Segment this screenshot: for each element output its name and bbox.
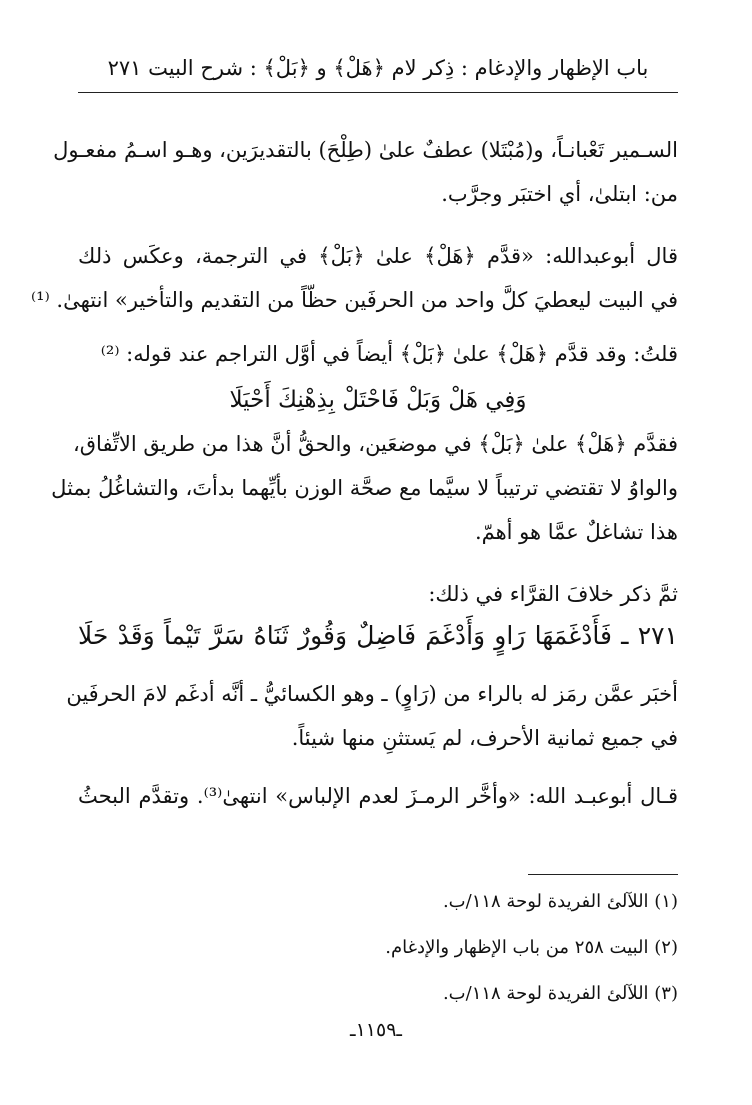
body-line-10: أخبَر عمَّن رمَز له بالراء من (رَاوٍ) ـ وهو الكسائيُّ ـ أنَّه أدغَم لامَ الحرفَين — [66, 682, 678, 706]
body-line-8: هذا تشاغلٌ عمَّا هو أهمّ. — [474, 520, 678, 544]
body-line-4: في البيت ليعطيَ كلَّ واحد من الحرفَين حظّاً من التقديم والتأخير» انتهىٰ. ⁽¹⁾ — [31, 288, 678, 312]
body-line-12: قـال أبوعبـد الله: «وأخَّر الرمـزَ لعدم الإلباس» انتهىٰ⁽³⁾. وتقدَّم البحثُ — [78, 784, 678, 808]
body-line-3: قال أبوعبدالله: «قدَّم ﴿هَلْ﴾ علىٰ ﴿بَلْ﴾ في الترجمة، وعكَس ذلك — [78, 244, 678, 268]
body-line-9: ثمَّ ذكر خلافَ القرَّاء في ذلك: — [428, 582, 678, 606]
page-number: ـ١١٥٩ـ — [350, 1019, 402, 1041]
body-line-6: فقدَّم ﴿هَلْ﴾ علىٰ ﴿بَلْ﴾ في موضعَين، والحقُّ أنَّ هذا من طريق الاتِّفاق، — [72, 432, 678, 456]
verse-271: ٢٧١ ـ فَأَدْغَمَهَا رَاوٍ وَأَدْغَمَ فَاضِلٌ وَقُورٌ ثَنَاهُ سَرَّ تَيْماً وَقَدْ حَلَا — [78, 621, 678, 650]
header-rule — [78, 92, 678, 93]
body-line-7: والواوُ لا تقتضي ترتيباً لا سيَّما مع صحَّة الوزن بأيِّهما بدأتَ، والتشاغُلُ بمثل — [51, 476, 678, 500]
body-line-1: السـمير تَعْبانـاً، و(مُبْتَلا) عطفٌ علىٰ (طِلْحَ) بالتقديرَين، وهـو اسـمُ مفعـول — [53, 138, 678, 162]
body-line-5: قلتُ: وقد قدَّم ﴿هَلْ﴾ علىٰ ﴿بَلْ﴾ أيضاً في أوَّل التراجم عند قوله: ⁽²⁾ — [100, 342, 678, 366]
footnote-2: (٢) البيت ٢٥٨ من باب الإظهار والإدغام. — [385, 937, 678, 958]
running-header: باب الإظهار والإدغام : ذِكر لام ﴿هَلْ﴾ و ﴿بَلْ﴾ : شرح البيت ٢٧١ — [107, 56, 649, 80]
body-line-2: من: ابتلىٰ، أي اختبَر وجرَّب. — [441, 182, 678, 206]
body-line-11: في جميع ثمانية الأحرف، لم يَستثنِ منها شيئاً. — [291, 726, 678, 750]
verse-quote: وَفِي هَلْ وَبَلْ فَاحْتَلْ بِذِهْنِكَ أَحْيَلَا — [229, 387, 527, 413]
footnote-3: (٣) اللآلئ الفريدة لوحة ١١٨/ب. — [442, 983, 678, 1004]
footnote-rule — [528, 874, 678, 875]
footnote-1: (١) اللآلئ الفريدة لوحة ١١٨/ب. — [442, 891, 678, 912]
